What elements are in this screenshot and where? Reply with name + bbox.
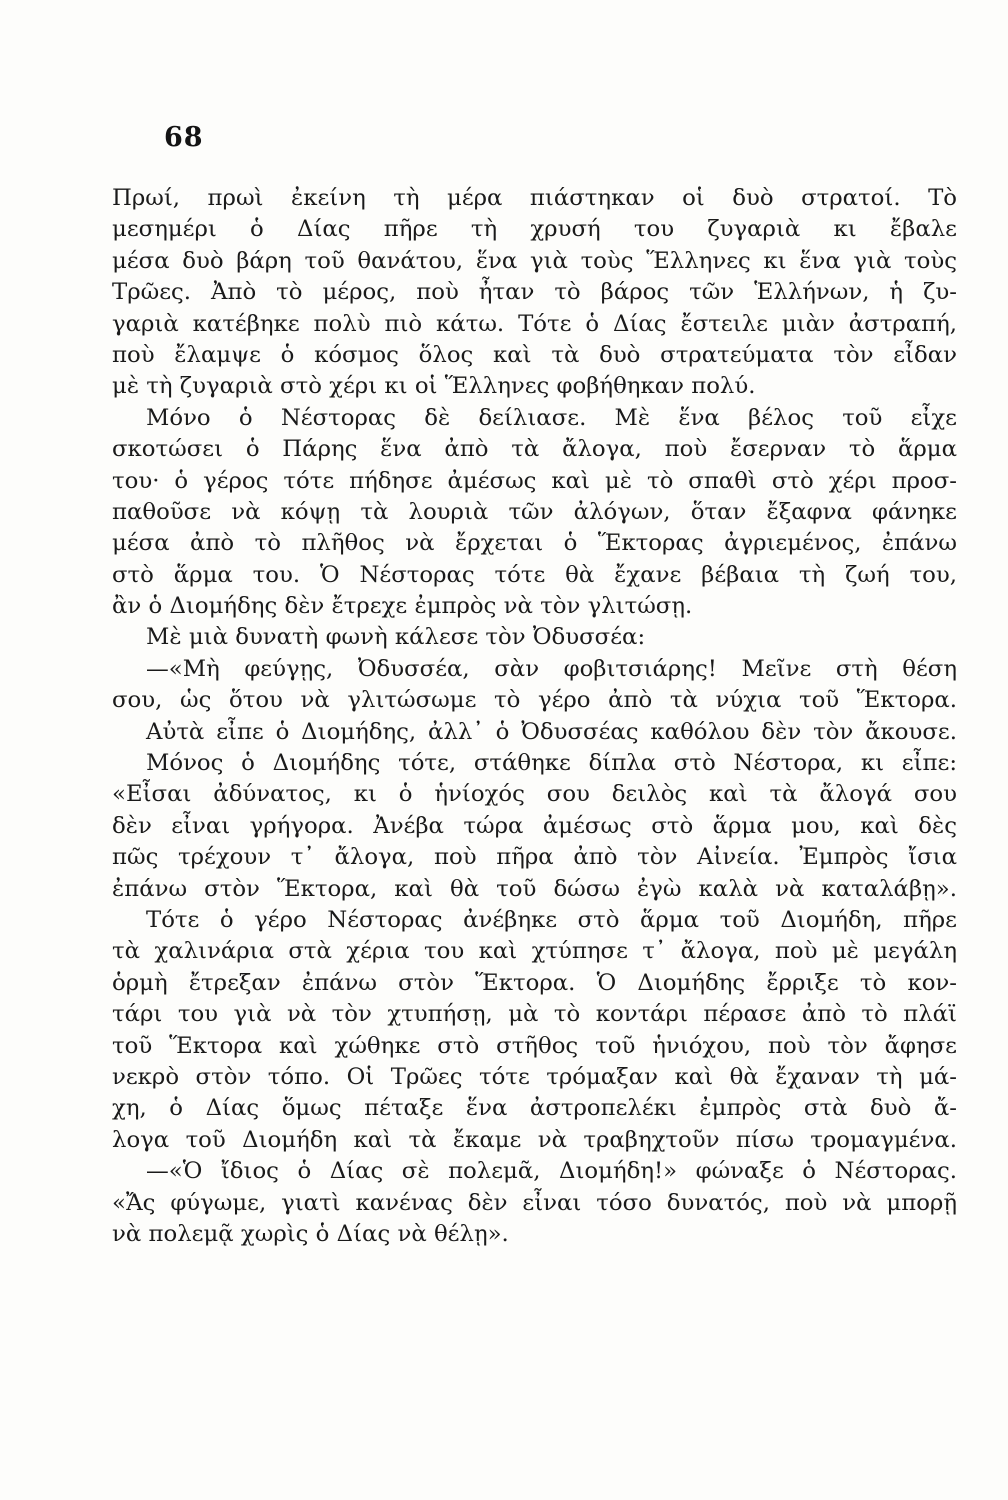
- text-line: —«Ὁ ἴδιος ὁ Δίας σὲ πολεμᾶ, Διομήδη!» φώναξε ὁ Νέστορας.: [146, 1158, 957, 1185]
- text-line: σου, ὡς ὅτου νὰ γλιτώσωμε τὸ γέρο ἀπὸ τὰ νύχια τοῦ Ἕκτορα.: [112, 687, 957, 714]
- body-text: [112, 183, 957, 1250]
- text-line: γαριὰ κατέβηκε πολὺ πιὸ κάτω. Τότε ὁ Δίας ἔστειλε μιὰν ἀστραπή,: [112, 310, 957, 337]
- text-line: μεσημέρι ὁ Δίας πῆρε τὴ χρυσή του ζυγαριὰ κι ἔβαλε: [112, 216, 957, 243]
- text-line: τὰ χαλινάρια στὰ χέρια του καὶ χτύπησε τ᾽ ἄλογα, ποὺ μὲ μεγάλη: [112, 938, 957, 965]
- text-line: Μὲ μιὰ δυνατὴ φωνὴ κάλεσε τὸν Ὀδυσσέα:: [146, 624, 646, 651]
- text-line: νὰ πολεμᾷ χωρὶς ὁ Δίας νὰ θέλῃ».: [112, 1220, 509, 1247]
- text-line: «Εἶσαι ἀδύνατος, κι ὁ ἡνίοχός σου δειλὸς καὶ τὰ ἄλογά σου: [112, 781, 957, 808]
- text-line: μέσα ἀπὸ τὸ πλῆθος νὰ ἔρχεται ὁ Ἕκτορας ἀγριεμένος, ἐπάνω: [112, 530, 957, 557]
- text-line: Τρῶες. Ἀπὸ τὸ μέρος, ποὺ ἦταν τὸ βάρος τῶν Ἑλλήνων, ἡ ζυ-: [112, 279, 957, 306]
- page-number: 68: [164, 122, 204, 153]
- text-line: χη, ὁ Δίας ὅμως πέταξε ἕνα ἀστροπελέκι ἐμπρὸς στὰ δυὸ ἄ-: [112, 1095, 957, 1122]
- text-line: του· ὁ γέρος τότε πήδησε ἀμέσως καὶ μὲ τὸ σπαθὶ στὸ χέρι προσ-: [112, 467, 957, 494]
- text-line: τοῦ Ἕκτορα καὶ χώθηκε στὸ στῆθος τοῦ ἡνιόχου, ποὺ τὸν ἄφησε: [112, 1032, 957, 1059]
- text-line: νεκρὸ στὸν τόπο. Οἱ Τρῶες τότε τρόμαξαν καὶ θὰ ἔχαναν τὴ μά-: [112, 1063, 957, 1090]
- text-line: «Ἄς φύγωμε, γιατὶ κανένας δὲν εἶναι τόσο δυνατός, ποὺ νὰ μπορῇ: [112, 1189, 957, 1216]
- text-line: Μόνο ὁ Νέστορας δὲ δείλιασε. Μὲ ἕνα βέλος τοῦ εἶχε: [146, 404, 957, 431]
- text-line: —«Μὴ φεύγῃς, Ὀδυσσέα, σὰν φοβιτσιάρης! Μεῖνε στὴ θέση: [146, 655, 957, 682]
- text-line: μὲ τὴ ζυγαριὰ στὸ χέρι κι οἱ Ἕλληνες φοβήθηκαν πολύ.: [112, 373, 756, 400]
- text-line: Πρωί, πρωὶ ἐκείνη τὴ μέρα πιάστηκαν οἱ δυὸ στρατοί. Τὸ: [112, 185, 957, 211]
- text-line: Τότε ὁ γέρο Νέστορας ἀνέβηκε στὸ ἅρμα τοῦ Διομήδη, πῆρε: [146, 906, 957, 933]
- text-line: πῶς τρέχουν τ᾽ ἄλογα, ποὺ πῆρα ἀπὸ τὸν Αἰνεία. Ἐμπρὸς ἴσια: [112, 844, 957, 871]
- text-line: δὲν εἶναι γρήγορα. Ἀνέβα τώρα ἀμέσως στὸ ἅρμα μου, καὶ δὲς: [112, 812, 957, 839]
- text-line: λογα τοῦ Διομήδη καὶ τὰ ἔκαμε νὰ τραβηχτοῦν πίσω τρομαγμένα.: [112, 1126, 957, 1153]
- text-line: σκοτώσει ὁ Πάρης ἕνα ἀπὸ τὰ ἄλογα, ποὺ ἔσερναν τὸ ἅρμα: [112, 436, 957, 463]
- text-line: Μόνος ὁ Διομήδης τότε, στάθηκε δίπλα στὸ Νέστορα, κι εἶπε:: [146, 750, 957, 777]
- text-line: ποὺ ἔλαμψε ὁ κόσμος ὅλος καὶ τὰ δυὸ στρατεύματα τὸν εἶδαν: [112, 341, 957, 368]
- text-line: τάρι του γιὰ νὰ τὸν χτυπήσῃ, μὰ τὸ κοντάρι πέρασε ἀπὸ τὸ πλάϊ: [112, 1001, 957, 1028]
- text-line: στὸ ἅρμα του. Ὁ Νέστορας τότε θὰ ἔχανε βέβαια τὴ ζωή του,: [112, 561, 957, 588]
- text-line: παθοῦσε νὰ κόψῃ τὰ λουριὰ τῶν ἀλόγων, ὅταν ἔξαφνα φάνηκε: [112, 498, 957, 525]
- text-line: ἂν ὁ Διομήδης δὲν ἔτρεχε ἐμπρὸς νὰ τὸν γλιτώσῃ.: [112, 593, 693, 620]
- text-line: ὁρμὴ ἔτρεξαν ἐπάνω στὸν Ἕκτορα. Ὁ Διομήδης ἔρριξε τὸ κον-: [112, 969, 957, 996]
- text-line: ἐπάνω στὸν Ἕκτορα, καὶ θὰ τοῦ δώσω ἐγὼ καλὰ νὰ καταλάβῃ».: [112, 875, 957, 902]
- text-line: Αὐτὰ εἶπε ὁ Διομήδης, ἀλλ᾽ ὁ Ὀδυσσέας καθόλου δὲν τὸν ἄκουσε.: [146, 718, 957, 745]
- text-line: μέσα δυὸ βάρη τοῦ θανάτου, ἕνα γιὰ τοὺς Ἕλληνες κι ἕνα γιὰ τοὺς: [112, 247, 957, 274]
